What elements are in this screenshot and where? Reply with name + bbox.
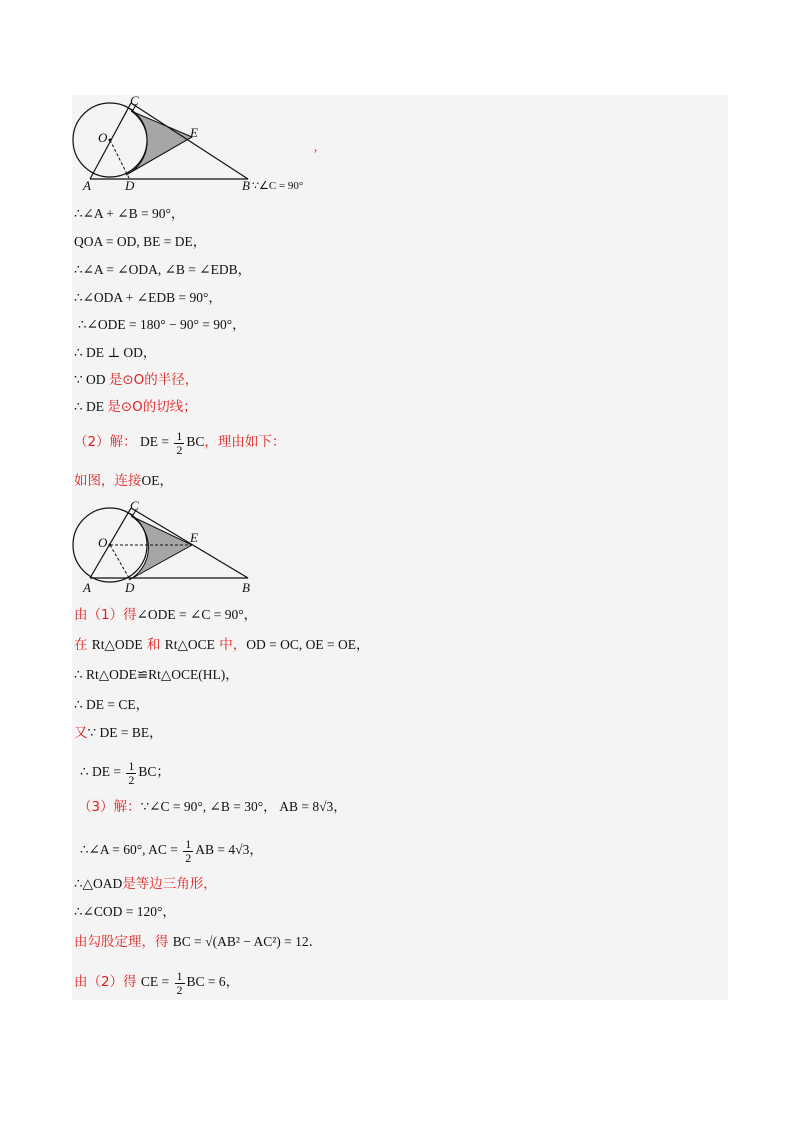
line-14: ∴ DE = CE， — [74, 697, 150, 712]
line-21: 由勾股定理，得 BC = √(AB² − AC²) = 12． — [74, 934, 323, 950]
line-16: ∴ DE = $\frac{1}{2}$ BC； — [80, 759, 170, 787]
line-20: ∴∠COD = 120°， — [74, 904, 176, 919]
label-o-2: O — [98, 535, 108, 550]
line-3: ∴∠A = ∠ODA, ∠B = ∠EDB， — [74, 262, 252, 277]
line-7: ∵ OD 是⊙O的半径， — [74, 372, 199, 388]
line-6: ∴ DE ⊥ OD， — [74, 345, 157, 360]
label-b-2: B — [242, 580, 250, 595]
line-15: 又∵ DE = BE， — [74, 725, 163, 741]
line-4: ∴∠ODA + ∠EDB = 90°， — [74, 290, 222, 305]
label-e-2: E — [190, 530, 198, 545]
line-11: 由（1）得∠ODE = ∠C = 90°， — [74, 607, 258, 623]
line-8: ∴ DE 是⊙O的切线； — [74, 399, 197, 415]
stray-mark: , — [314, 139, 318, 154]
line-22: 由（2）得 CE = $\frac{1}{2}$ BC = 6， — [74, 969, 240, 997]
label-e: E — [190, 125, 198, 140]
label-d: D — [125, 178, 135, 193]
line-9: （2）解： DE = $\frac{1}{2}$ BC，理由如下： — [74, 429, 286, 457]
label-b: B — [242, 178, 250, 193]
line-18: ∴∠A = 60°, AC = $\frac{1}{2}$ AB = 4√3， — [80, 837, 263, 865]
line-13: ∴ Rt△ODE≌Rt△OCE(HL)， — [74, 667, 239, 682]
line-10: 如图，连接OE， — [74, 473, 173, 489]
geometry-figure-2 — [70, 500, 270, 600]
line-19: ∴△OAD是等边三角形， — [74, 876, 217, 892]
label-d-2: D — [125, 580, 135, 595]
line-5: ∴∠ODE = 180° − 90° = 90°， — [78, 317, 246, 332]
label-c: C — [130, 95, 139, 108]
label-o: O — [98, 130, 108, 145]
label-a: A — [83, 178, 91, 193]
line-17: （3）解：∵∠C = 90°, ∠B = 30°， AB = 8√3， — [78, 799, 347, 815]
side-note: ∵∠C = 90° — [252, 180, 304, 192]
line-2: QOA = OD, BE = DE， — [74, 234, 207, 249]
geometry-figure-1 — [70, 95, 400, 195]
label-a-2: A — [83, 580, 91, 595]
label-c-2: C — [130, 500, 139, 513]
line-1: ∴∠A + ∠B = 90°， — [74, 206, 185, 221]
line-12: 在 Rt△ODE 和 Rt△OCE 中，OD = OC, OE = OE， — [74, 637, 370, 653]
